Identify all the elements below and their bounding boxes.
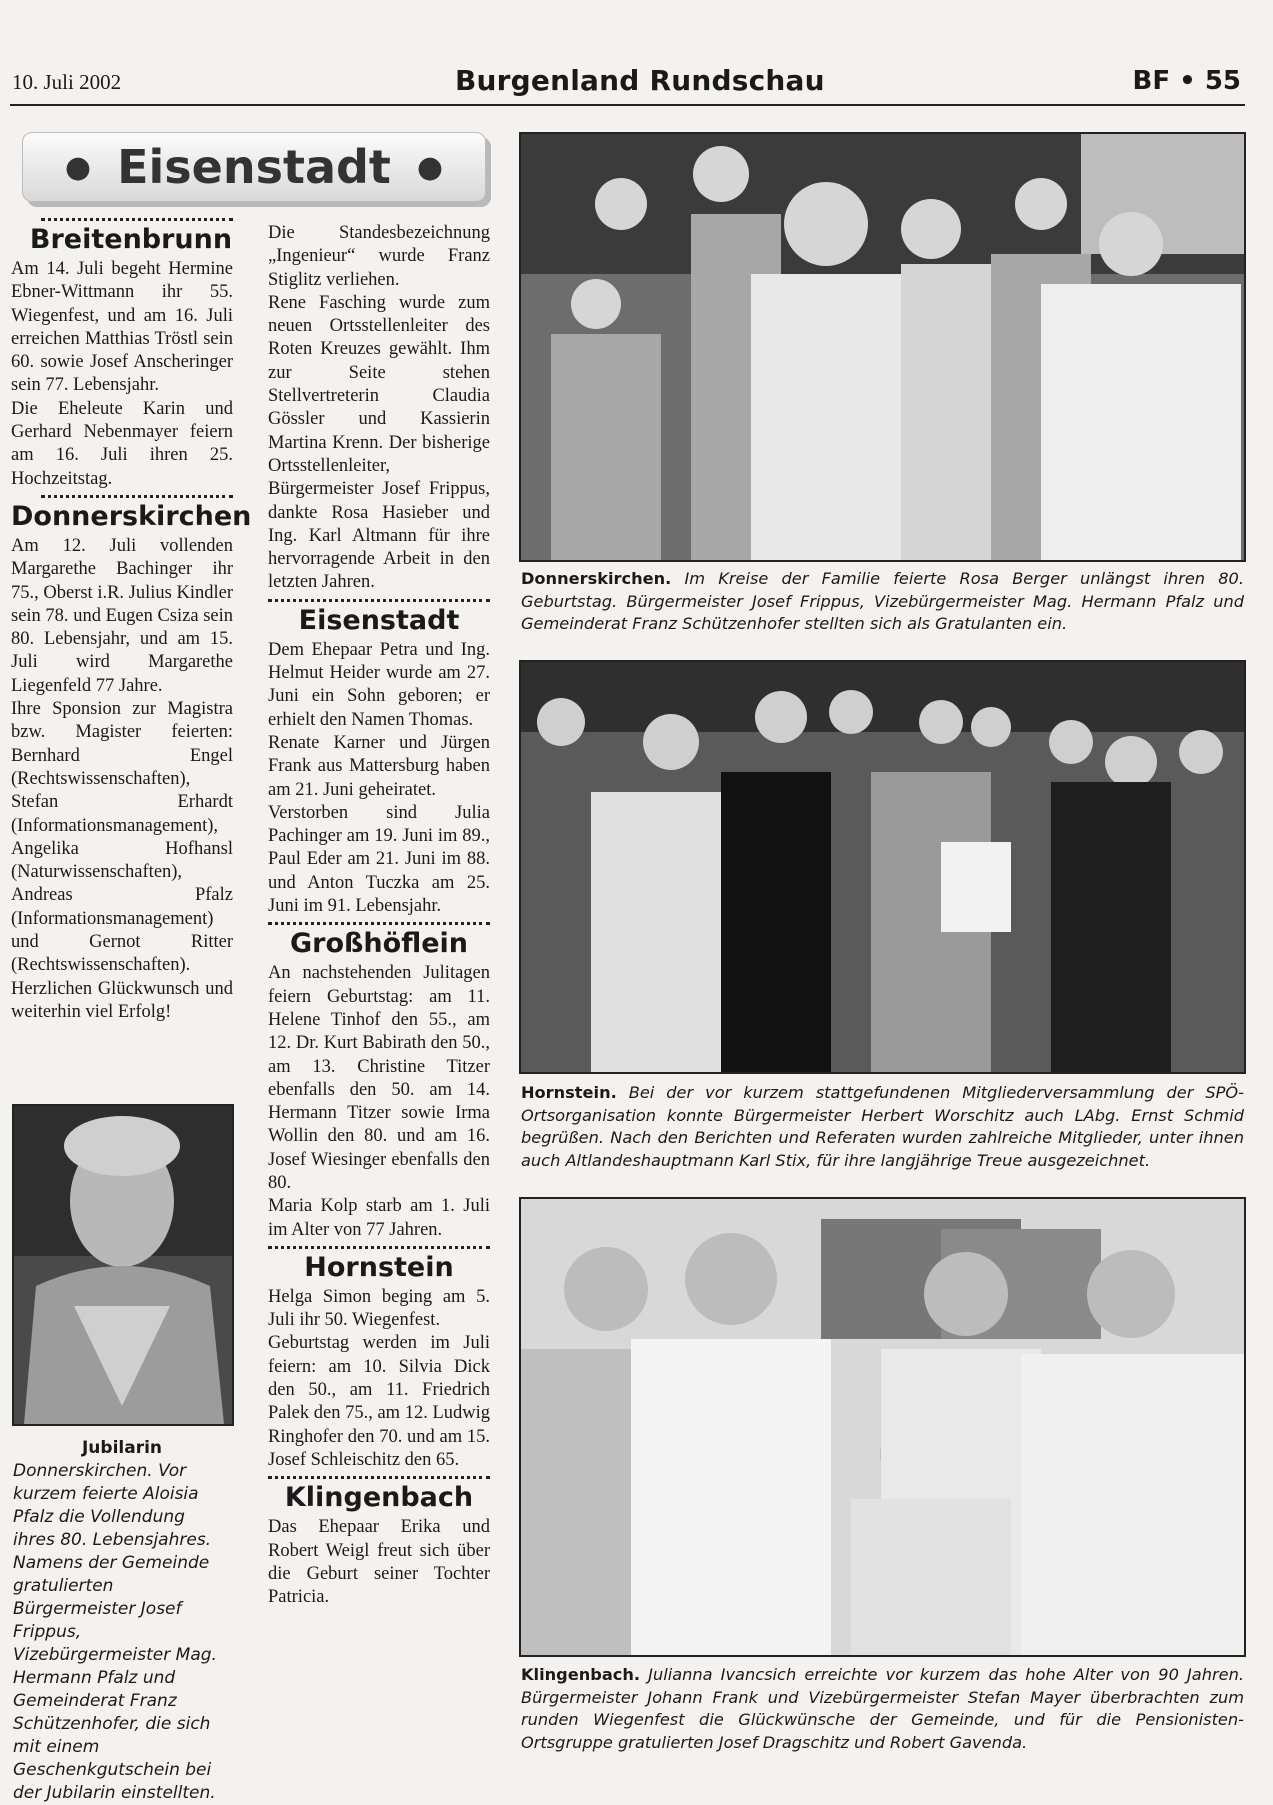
article-text: Ihre Sponsion zur Magistra bzw. Magister feierten: Bernhard Engel (Rechtswissenschaften), Stefan Erhardt (Informationsmanagement), Angelika Hofhansl (Naturwissenschaften), Andreas Pfalz (Informationsmanagement) und Gernot Ritter (Rechtswissenschaften). Herzlichen Glückwunsch und weiterhin viel Erfolg!	[11, 699, 233, 1022]
heading-grosshoeflein: Großhöflein	[289, 928, 469, 960]
dotted-divider	[268, 1246, 490, 1249]
caption-place: Hornstein.	[521, 1083, 617, 1102]
dotted-divider	[41, 218, 233, 221]
dotted-divider	[268, 599, 490, 602]
article-text: Geburtstag werden im Juli feiern: am 10. Silvia Dick den 50., am 11. Friedrich Palek den 75., am 12. Ludwig Ringhofer den 70. und am 15. Josef Schleischitz den 65.	[268, 1333, 490, 1470]
heading-breitenbrunn: Breitenbrunn	[29, 224, 233, 255]
header-rule	[10, 104, 1245, 106]
heading-donnerskirchen: Donnerskirchen	[11, 500, 252, 532]
heading-klingenbach: Klingenbach	[284, 1482, 474, 1514]
heading-hornstein: Hornstein	[304, 1251, 454, 1283]
article-text: Helga Simon beging am 5. Juli ihr 50. Wiegenfest.	[268, 1286, 490, 1331]
caption-title: Jubilarin	[81, 1438, 163, 1458]
column-left	[11, 214, 252, 1024]
article-text: Rene Fasching wurde zum neuen Ortsstellenleiter des Roten Kreuzes gewählt. Ihm zur Seite stehen Stellvertreterin Claudia Gössler und Kassierin Martina Krenn. Der bisherige Ortsstellenleiter, Bürgermeister Josef Frippus, dankte Rosa Hasieber und Ing. Karl Altmann für ihre hervorragende Arbeit in den letzten Jahren.	[268, 292, 490, 593]
caption-text: Im Kreise der Familie feierte Rosa Berger unlängst ihren 80. Geburtstag. Bürgermeister Josef Frippus, Vizebürgermeister Mag. Hermann Pfalz und Gemeinderat Franz Schützenhofer stellten sich als Gratulanten ein.	[521, 569, 1244, 633]
photo-klingenbach	[519, 1197, 1246, 1657]
article-text: Verstorben sind Julia Pachinger am 19. Juni im 89., Paul Eder am 21. Juni im 88. und Anton Tuczka am 25. Juni im 91. Lebensjahr.	[268, 802, 490, 917]
caption-place: Klingenbach.	[521, 1665, 641, 1684]
article-text: Die Eheleute Karin und Gerhard Nebenmayer feiern am 16. Juli ihren 25. Hochzeitstag.	[11, 398, 233, 489]
article-text: Renate Karner und Jürgen Frank aus Mattersburg haben am 21. Juni geheiratet.	[268, 732, 490, 800]
bullet-icon: ●	[416, 149, 444, 185]
caption-photo-hornstein	[521, 1082, 1244, 1172]
caption-text: Julianna Ivancsich erreichte vor kurzem das hohe Alter von 90 Jahren. Bürgermeister Johann Frank und Vizebürgermeister Stefan Mayer überbrachten zum runden Wiegenfest die Glückwünsche der Gemeinde, und für die Pensionisten-Ortsgruppe gratulierten Josef Dragschitz und Robert Gavenda.	[521, 1665, 1244, 1752]
dotted-divider	[268, 922, 490, 925]
caption-place: Donnerskirchen.	[521, 569, 672, 588]
article-text: Die Standesbezeichnung „Ingenieur“ wurde Franz Stiglitz verliehen.	[268, 223, 490, 290]
photo-jubilarin	[12, 1104, 234, 1426]
caption-jubilarin	[13, 1437, 231, 1805]
photo-hornstein	[519, 660, 1246, 1074]
photo-donnerskirchen	[519, 132, 1246, 562]
page-number: BF • 55	[1132, 66, 1241, 96]
issue-date: 10. Juli 2002	[12, 70, 122, 94]
heading-eisenstadt: Eisenstadt	[298, 604, 460, 636]
article-text: Am 12. Juli vollenden Margarethe Bachinger ihr 75., Oberst i.R. Julius Kindler sein 78. und Eugen Csiza sein 80. Lebensjahr, und am 15. Juli wird Margarethe Liegenfeld 77 Jahre.	[11, 535, 233, 696]
column-middle	[268, 222, 490, 1609]
article-text: Dem Ehepaar Petra und Ing. Helmut Heider wurde am 27. Juni ein Sohn geboren; er erhielt den Namen Thomas.	[268, 639, 490, 730]
article-text: Maria Kolp starb am 1. Juli im Alter von 77 Jahren.	[268, 1196, 490, 1240]
article-text: An nachstehenden Julitagen feiern Geburtstag: am 11. Helene Tinhof den 55., am 12. Dr. Kurt Babirath den 50., am 13. Christine Titzer ebenfalls den 50. am 14. Hermann Titzer sowie Irma Wollin den 80. und am 16. Josef Wiesinger ebenfalls den 80.	[268, 963, 490, 1193]
caption-photo-klingenbach	[521, 1664, 1244, 1754]
newspaper-title: Burgenland Rundschau	[455, 64, 825, 97]
caption-text: Donnerskirchen. Vor kurzem feierte Aloisia Pfalz die Vollendung ihres 80. Lebensjahres. Namens der Gemeinde gratulierten Bürgermeister Josef Frippus, Vizebürgermeister Mag. Hermann Pfalz und Gemeinderat Franz Schützenhofer, die sich mit einem Geschenkgutschein bei der Jubilarin einstellten.	[13, 1461, 217, 1803]
dotted-divider	[41, 495, 233, 498]
section-title: Eisenstadt	[117, 140, 391, 194]
article-text: Das Ehepaar Erika und Robert Weigl freut sich über die Geburt seiner Tochter Patricia.	[268, 1517, 490, 1608]
bullet-icon: ●	[64, 149, 92, 185]
dotted-divider	[268, 1476, 490, 1479]
caption-photo-donnerskirchen	[521, 568, 1244, 636]
section-banner	[22, 132, 486, 202]
caption-text: Bei der vor kurzem stattgefundenen Mitgliederversammlung der SPÖ-Ortsorganisation konnte Bürgermeister Herbert Worschitz auch LAbg. Ernst Schmid begrüßen. Nach den Berichten und Referaten wurden zahlreiche Mitglieder, unter ihnen auch Altlandeshauptmann Karl Stix, für ihre langjährige Treue ausgezeichnet.	[521, 1083, 1244, 1170]
article-text: Am 14. Juli begeht Hermine Ebner-Wittmann ihr 55. Wiegenfest, und am 16. Juli erreichen Matthias Tröstl sein 60. sowie Josef Anscheringer sein 77. Lebensjahr.	[11, 259, 233, 396]
